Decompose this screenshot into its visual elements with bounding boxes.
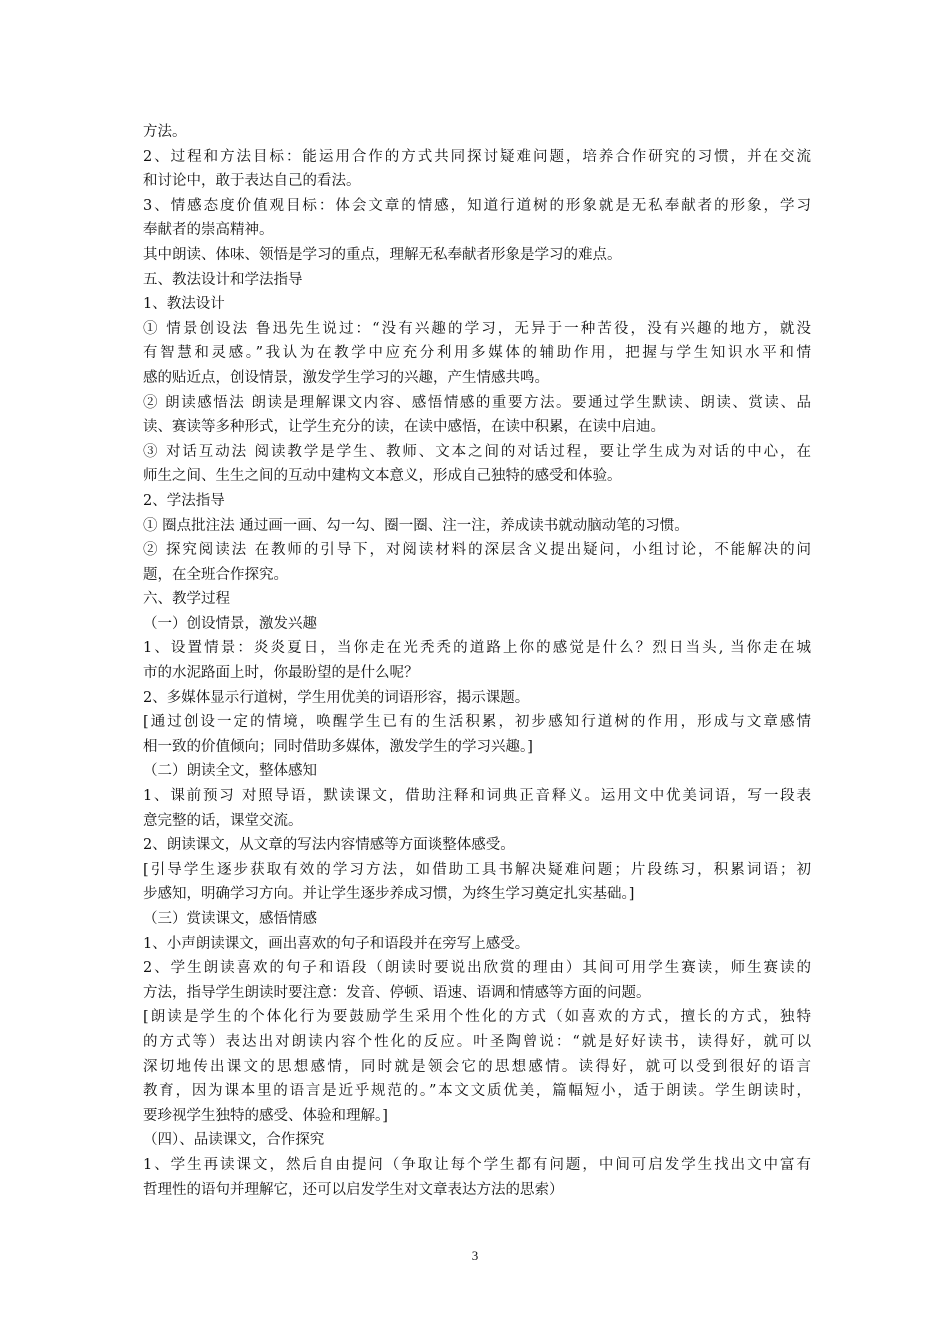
text-line: 2、过程和方法目标：能运用合作的方式共同探讨疑难问题，培养合作研究的习惯，并在交流 (143, 148, 811, 165)
text-line: [通过创设一定的情境，唤醒学生已有的生活积累，初步感知行道树的作用，形成与文章感情 (143, 714, 811, 731)
text-line: 题，在全班合作探究。 (143, 566, 288, 583)
text-line: ② 探究阅读法 在教师的引导下，对阅读材料的深层含义提出疑问，小组讨论，不能解决的问 (143, 542, 811, 559)
section-heading: 五、教法设计和学法指导 (143, 271, 303, 288)
text-line: 师生之间、生生之间的互动中建构文本意义，形成自己独特的感受和体验。 (143, 468, 622, 485)
text-line: 步感知，明确学习方向。并让学生逐步养成习惯，为终生学习奠定扎实基础。] (143, 886, 635, 903)
text-line: 有智慧和灵感。”我认为在教学中应充分利用多媒体的辅助作用，把握与学生知识水平和情 (143, 345, 811, 362)
text-line: ① 情景创设法 鲁迅先生说过：“没有兴趣的学习，无异于一种苦役，没有兴趣的地方，就没 (143, 320, 811, 337)
text-line: 要珍视学生独特的感受、体验和理解。] (143, 1107, 388, 1124)
section-heading: 六、教学过程 (143, 591, 230, 608)
subsection-heading: （四）、品读课文，合作探究 (143, 1132, 325, 1149)
subsection-heading: （一）创设情景，激发兴趣 (143, 615, 317, 632)
text-line: 2、朗读课文，从文章的写法内容情感等方面谈整体感受。 (143, 837, 515, 854)
text-line: 的方式等）表达出对朗读内容个性化的反应。叶圣陶曾说：“就是好好读书，读得好，就可以 (143, 1033, 811, 1050)
text-line: 相一致的价值倾向；同时借助多媒体，激发学生的学习兴趣。] (143, 738, 533, 755)
text-line: ② 朗读感悟法 朗读是理解课文内容、感悟情感的重要方法。要通过学生默读、朗读、赏读、品 (143, 394, 811, 411)
text-line: 1、课前预习 对照导语，默读课文，借助注释和词典正音释义。运用文中优美词语，写一段表 (143, 788, 811, 805)
text-line: 意完整的话，课堂交流。 (143, 812, 303, 829)
text-line: 和讨论中，敢于表达自己的看法。 (143, 173, 361, 190)
text-line: ③ 对话互动法 阅读教学是学生、教师、文本之间的对话过程，要让学生成为对话的中心，在 (143, 443, 811, 460)
text-line: [引导学生逐步获取有效的学习方法，如借助工具书解决疑难问题；片段练习，积累词语；初 (143, 861, 811, 878)
text-line: 市的水泥路面上时，你最盼望的是什么呢？ (143, 665, 419, 682)
page-number: 3 (471, 1248, 479, 1263)
text-line: 读、赛读等多种形式，让学生充分的读，在读中感悟，在读中积累，在读中启迪。 (143, 419, 665, 436)
text-line: 方法。 (143, 124, 187, 140)
document-body (143, 120, 811, 1202)
text-line: 奉献者的崇高精神。 (143, 222, 274, 239)
text-line: 深切地传出课文的思想感情，同时就是领会它的思想感情。读得好，就可以受到很好的语言 (143, 1058, 811, 1075)
text-line: 教育，因为课本里的语言是近乎规范的。”本文文质优美，篇幅短小，适于朗读。学生朗读时， (143, 1083, 811, 1100)
text-line: 2、多媒体显示行道树，学生用优美的词语形容，揭示课题。 (143, 689, 530, 706)
subsection-heading: （二）朗读全文，整体感知 (143, 763, 317, 780)
text-line: 感的贴近点，创设情景，激发学生学习的兴趣，产生情感共鸣。 (143, 369, 549, 386)
subsection-heading: （三）赏读课文，感悟情感 (143, 911, 317, 927)
text-line: [朗读是学生的个体化行为要鼓励学生采用个性化的方式（如喜欢的方式，擅长的方式，独特 (143, 1009, 811, 1026)
text-line: 2、学生朗读喜欢的句子和语段（朗读时要说出欣赏的理由）其间可用学生赛读，师生赛读的 (143, 960, 811, 977)
text-line: 方法，指导学生朗读时要注意：发音、停顿、语速、语调和情感等方面的问题。 (143, 984, 651, 1001)
text-line: 其中朗读、体味、领悟是学习的重点，理解无私奉献者形象是学习的难点。 (143, 246, 622, 263)
text-line: 1、小声朗读课文，画出喜欢的句子和语段并在旁写上感受。 (143, 935, 530, 952)
subsection-heading: 1、教法设计 (143, 296, 225, 313)
text-line: 3、情感态度价值观目标：体会文章的情感，知道行道树的形象就是无私奉献者的形象，学习 (143, 197, 811, 214)
text-line: 1、设置情景：炎炎夏日，当你走在光秃秃的道路上你的感觉是什么？烈日当头, 当你走在城 (143, 640, 811, 657)
subsection-heading: 2、学法指导 (143, 492, 225, 509)
text-line: ① 圈点批注法 通过画一画、勾一勾、圈一圈、注一注，养成读书就动脑动笔的习惯。 (143, 517, 689, 534)
text-line: 1、学生再读课文，然后自由提问（争取让每个学生都有问题，中间可启发学生找出文中富有 (143, 1156, 811, 1173)
text-line: 哲理性的语句并理解它，还可以启发学生对文章表达方法的思索） (143, 1181, 564, 1198)
